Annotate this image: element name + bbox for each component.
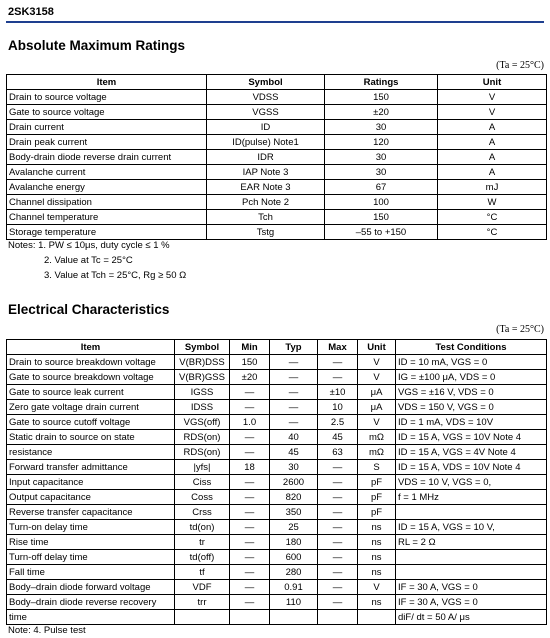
table-row [7, 580, 547, 595]
table-cell: IDSS [175, 400, 230, 415]
table-cell: V(BR)DSS [175, 355, 230, 370]
table-cell: 30 [325, 120, 438, 135]
table-cell: Gate to source voltage [7, 105, 207, 120]
table-cell: — [318, 520, 358, 535]
table-cell [396, 550, 547, 565]
col-header: Unit [358, 340, 396, 355]
table-cell [358, 610, 396, 625]
table-cell: Gate to source cutoff voltage [7, 415, 175, 430]
col-header: Min [230, 340, 270, 355]
table-cell: 10 [318, 400, 358, 415]
note-1: Notes: 1. PW ≤ 10μs, duty cycle ≤ 1 % [8, 240, 170, 251]
table-cell: Drain to source voltage [7, 90, 207, 105]
table-cell: 280 [270, 565, 318, 580]
table-cell: ns [358, 565, 396, 580]
elec-char-table [6, 339, 547, 625]
col-header: Typ [270, 340, 318, 355]
table-row [7, 150, 547, 165]
table-cell: Tch [207, 210, 325, 225]
table-cell: Zero gate voltage drain current [7, 400, 175, 415]
table-cell: — [230, 400, 270, 415]
table-cell: mΩ [358, 445, 396, 460]
table-cell: mΩ [358, 430, 396, 445]
table-cell: — [318, 565, 358, 580]
table-row [7, 430, 547, 445]
table-cell: VDS = 150 V, VGS = 0 [396, 400, 547, 415]
note-3: 3. Value at Tch = 25°C, Rg ≥ 50 Ω [44, 270, 187, 281]
table-cell: Crss [175, 505, 230, 520]
table-cell: VDSS [207, 90, 325, 105]
table-cell: 350 [270, 505, 318, 520]
table-cell: V [438, 90, 547, 105]
table-cell: 30 [270, 460, 318, 475]
table-row [7, 355, 547, 370]
table-row [7, 595, 547, 610]
table-row [7, 535, 547, 550]
table-cell: — [230, 445, 270, 460]
table-cell: 180 [270, 535, 318, 550]
table-cell: ID = 15 A, VDS = 10V Note 4 [396, 460, 547, 475]
table-row [7, 565, 547, 580]
table-cell: Forward transfer admittance [7, 460, 175, 475]
table-row [7, 550, 547, 565]
table-cell: ID = 15 A, VGS = 10 V, [396, 520, 547, 535]
table-cell: Output capacitance [7, 490, 175, 505]
table-cell: μA [358, 385, 396, 400]
col-header: Max [318, 340, 358, 355]
table-cell: Avalanche energy [7, 180, 207, 195]
table-cell: 1.0 [230, 415, 270, 430]
table-row [7, 180, 547, 195]
table-cell: pF [358, 505, 396, 520]
table-cell: ID(pulse) Note1 [207, 135, 325, 150]
table-cell: — [230, 535, 270, 550]
table-cell: Body–drain diode forward voltage [7, 580, 175, 595]
table-cell: tr [175, 535, 230, 550]
table-row [7, 520, 547, 535]
table-row [7, 610, 547, 625]
col-header: Symbol [207, 75, 325, 90]
table-cell: IAP Note 3 [207, 165, 325, 180]
elec-condition: (Ta = 25°C) [496, 324, 544, 335]
table-cell: ID = 1 mA, VDS = 10V [396, 415, 547, 430]
table-cell: VGS(off) [175, 415, 230, 430]
table-cell: Coss [175, 490, 230, 505]
table-cell: trr [175, 595, 230, 610]
table-cell: — [230, 580, 270, 595]
table-cell: — [318, 355, 358, 370]
table-cell: ID [207, 120, 325, 135]
table-cell [318, 610, 358, 625]
table-cell: A [438, 120, 547, 135]
table-cell: — [270, 400, 318, 415]
table-cell: — [318, 505, 358, 520]
table-cell: °C [438, 225, 547, 240]
table-cell: W [438, 195, 547, 210]
table-cell: Body-drain diode reverse drain current [7, 150, 207, 165]
table-cell: IG = ±100 μA, VDS = 0 [396, 370, 547, 385]
table-cell: 0.91 [270, 580, 318, 595]
table-cell: 30 [325, 165, 438, 180]
table-cell: IF = 30 A, VGS = 0 [396, 595, 547, 610]
table-cell: 45 [318, 430, 358, 445]
table-cell: Fall time [7, 565, 175, 580]
table-cell: 2600 [270, 475, 318, 490]
table-cell: Gate to source leak current [7, 385, 175, 400]
table-cell: — [230, 430, 270, 445]
table-cell: — [270, 385, 318, 400]
table-cell: — [318, 460, 358, 475]
table-cell: ID = 15 A, VGS = 10V Note 4 [396, 430, 547, 445]
table-cell: 120 [325, 135, 438, 150]
table-cell: ±10 [318, 385, 358, 400]
table-cell: ID = 10 mA, VGS = 0 [396, 355, 547, 370]
table-cell: 67 [325, 180, 438, 195]
table-cell: Tstg [207, 225, 325, 240]
table-cell: resistance [7, 445, 175, 460]
table-cell: Storage temperature [7, 225, 207, 240]
table-row [7, 370, 547, 385]
table-cell: Body–drain diode reverse recovery [7, 595, 175, 610]
table-cell: Drain current [7, 120, 207, 135]
table-row [7, 135, 547, 150]
table-cell: — [230, 475, 270, 490]
table-row [7, 385, 547, 400]
table-cell: — [318, 595, 358, 610]
table-cell: ±20 [325, 105, 438, 120]
table-cell: Channel temperature [7, 210, 207, 225]
table-cell: — [230, 385, 270, 400]
col-header: Symbol [175, 340, 230, 355]
table-row [7, 490, 547, 505]
table-cell: ns [358, 550, 396, 565]
table-row [7, 445, 547, 460]
part-number: 2SK3158 [8, 6, 54, 18]
table-cell: pF [358, 490, 396, 505]
table-cell: mJ [438, 180, 547, 195]
table-cell: — [318, 580, 358, 595]
table-cell: Turn-on delay time [7, 520, 175, 535]
table-cell [230, 610, 270, 625]
table-cell: V [438, 105, 547, 120]
table-cell: V [358, 355, 396, 370]
table-row [7, 505, 547, 520]
table-cell: ns [358, 595, 396, 610]
table-cell: — [318, 490, 358, 505]
table-cell: 2.5 [318, 415, 358, 430]
table-cell: pF [358, 475, 396, 490]
table-cell: 600 [270, 550, 318, 565]
table-row [7, 415, 547, 430]
table-cell: 45 [270, 445, 318, 460]
abs-notes [8, 238, 186, 283]
elec-char-title: Electrical Characteristics [8, 302, 170, 317]
table-cell: μA [358, 400, 396, 415]
table-cell: 100 [325, 195, 438, 210]
table-cell: RDS(on) [175, 430, 230, 445]
table-cell: V [358, 580, 396, 595]
table-header-row [7, 340, 547, 355]
table-cell: 820 [270, 490, 318, 505]
table-cell: ±20 [230, 370, 270, 385]
header-rule [6, 21, 544, 23]
table-cell: EAR Note 3 [207, 180, 325, 195]
table-cell [270, 610, 318, 625]
table-cell: IGSS [175, 385, 230, 400]
table-cell: ID = 15 A, VGS = 4V Note 4 [396, 445, 547, 460]
table-cell: — [318, 550, 358, 565]
table-cell [396, 505, 547, 520]
table-cell: 30 [325, 150, 438, 165]
table-row [7, 400, 547, 415]
table-cell: 150 [230, 355, 270, 370]
table-cell: Ciss [175, 475, 230, 490]
table-cell: — [230, 550, 270, 565]
table-cell: IDR [207, 150, 325, 165]
table-cell: Rise time [7, 535, 175, 550]
table-cell: –55 to +150 [325, 225, 438, 240]
table-cell: |yfs| [175, 460, 230, 475]
col-header: Unit [438, 75, 547, 90]
table-cell: V [358, 370, 396, 385]
table-cell: RL = 2 Ω [396, 535, 547, 550]
table-row [7, 165, 547, 180]
table-row [7, 120, 547, 135]
table-cell: 63 [318, 445, 358, 460]
col-header: Ratings [325, 75, 438, 90]
table-cell: A [438, 135, 547, 150]
table-cell: Drain to source breakdown voltage [7, 355, 175, 370]
table-cell: 40 [270, 430, 318, 445]
table-cell: Input capacitance [7, 475, 175, 490]
table-cell: 110 [270, 595, 318, 610]
col-header: Item [7, 340, 175, 355]
table-cell: Turn-off delay time [7, 550, 175, 565]
table-cell: Avalanche current [7, 165, 207, 180]
abs-condition: (Ta = 25°C) [496, 60, 544, 71]
table-cell: — [270, 415, 318, 430]
abs-max-title: Absolute Maximum Ratings [8, 38, 186, 53]
table-cell: ns [358, 535, 396, 550]
table-cell: 150 [325, 90, 438, 105]
table-cell: VGSS [207, 105, 325, 120]
table-cell: Gate to source breakdown voltage [7, 370, 175, 385]
table-cell: Drain peak current [7, 135, 207, 150]
table-row [7, 460, 547, 475]
table-cell: 150 [325, 210, 438, 225]
table-cell: — [230, 595, 270, 610]
table-cell: — [270, 370, 318, 385]
table-cell: VGS = ±16 V, VDS = 0 [396, 385, 547, 400]
table-cell: — [270, 355, 318, 370]
table-row [7, 90, 547, 105]
table-cell: S [358, 460, 396, 475]
table-cell: 18 [230, 460, 270, 475]
table-cell: VDF [175, 580, 230, 595]
table-cell: — [230, 520, 270, 535]
table-cell: Pch Note 2 [207, 195, 325, 210]
table-cell: — [230, 490, 270, 505]
table-cell: VDS = 10 V, VGS = 0, [396, 475, 547, 490]
table-cell [396, 565, 547, 580]
table-cell: °C [438, 210, 547, 225]
table-cell: ns [358, 520, 396, 535]
table-cell: — [318, 535, 358, 550]
table-cell: tf [175, 565, 230, 580]
abs-max-table [6, 74, 547, 240]
table-row [7, 105, 547, 120]
table-row [7, 210, 547, 225]
table-cell: diF/ dt = 50 A/ μs [396, 610, 547, 625]
table-cell: A [438, 150, 547, 165]
note-2: 2. Value at Tc = 25°C [44, 255, 133, 266]
table-cell: — [318, 370, 358, 385]
table-cell: — [230, 505, 270, 520]
table-cell: Static drain to source on state [7, 430, 175, 445]
table-cell: RDS(on) [175, 445, 230, 460]
table-cell: IF = 30 A, VGS = 0 [396, 580, 547, 595]
table-cell: td(off) [175, 550, 230, 565]
table-cell: td(on) [175, 520, 230, 535]
table-cell: time [7, 610, 175, 625]
table-cell: V(BR)GSS [175, 370, 230, 385]
table-cell: 25 [270, 520, 318, 535]
table-cell: f = 1 MHz [396, 490, 547, 505]
table-cell: Reverse transfer capacitance [7, 505, 175, 520]
col-header: Test Conditions [396, 340, 547, 355]
table-header-row [7, 75, 547, 90]
table-cell [175, 610, 230, 625]
table-cell: — [318, 475, 358, 490]
table-cell: — [230, 565, 270, 580]
elec-note: Note: 4. Pulse test [8, 625, 86, 636]
table-row [7, 195, 547, 210]
table-cell: Channel dissipation [7, 195, 207, 210]
table-cell: V [358, 415, 396, 430]
table-cell: A [438, 165, 547, 180]
col-header: Item [7, 75, 207, 90]
table-row [7, 475, 547, 490]
